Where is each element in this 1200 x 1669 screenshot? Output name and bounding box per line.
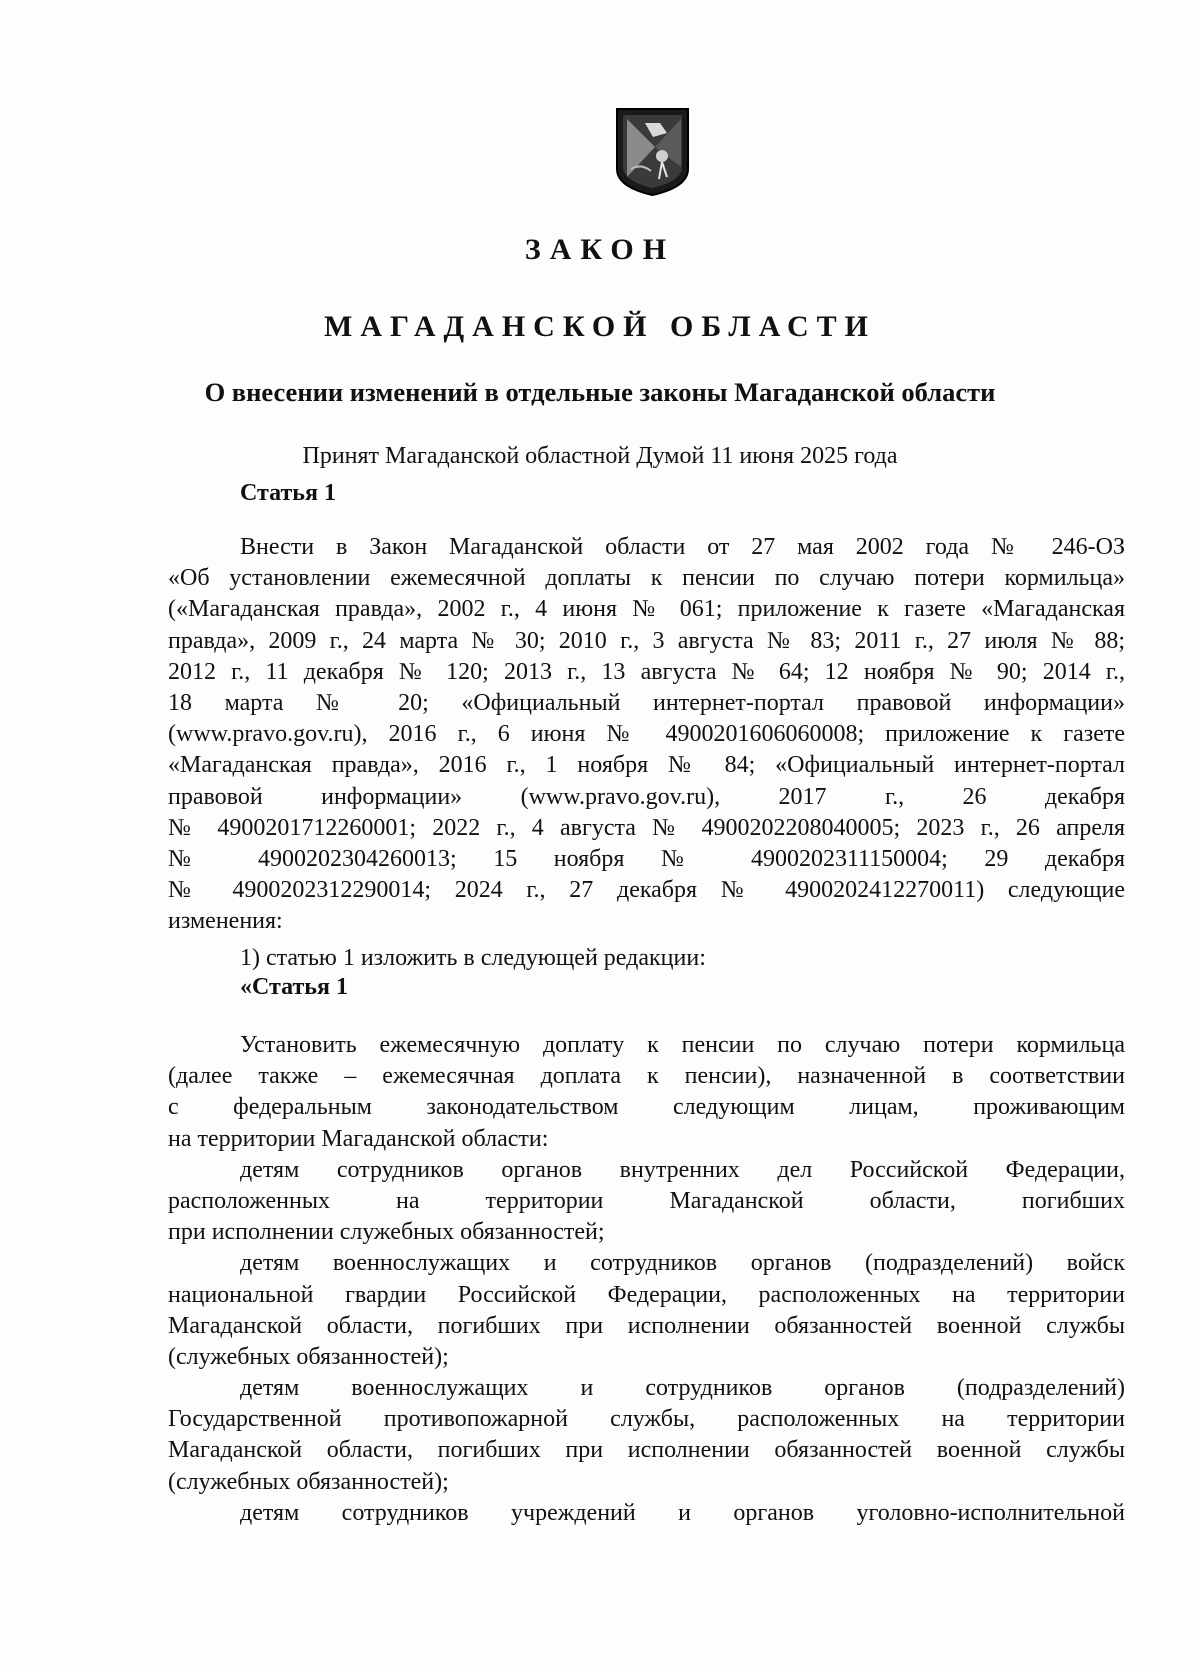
paragraph-line: 2012 г., 11 декабря № 120; 2013 г., 13 августа № 64; 12 ноября № 90; 2014 г., xyxy=(168,658,1125,685)
paragraph-line: (служебных обязанностей); xyxy=(168,1468,449,1495)
paragraph-line: детям сотрудников учреждений и органов уголовно-исполнительной xyxy=(240,1499,1125,1526)
paragraph-line: Установить ежемесячную доплату к пенсии по случаю потери кормильца xyxy=(240,1032,1125,1058)
paragraph-line: с федеральным законодательством следующим лицам, проживающим xyxy=(168,1094,1125,1121)
coat-of-arms-emblem xyxy=(615,107,690,197)
law-title: ЗАКОН xyxy=(524,233,676,266)
paragraph-line: (www.pravo.gov.ru), 2016 г., 6 июня № 4900201606060008; приложение к газете xyxy=(168,721,1125,748)
paragraph-line: изменения: xyxy=(168,908,283,935)
adoption-line: Принят Магаданской областной Думой 11 июня 2025 года xyxy=(302,443,898,469)
paragraph-line: расположенных на территории Магаданской области, погибших xyxy=(168,1187,1125,1214)
paragraph-line: детям военнослужащих и сотрудников органов (подразделений) войск xyxy=(240,1250,1125,1277)
paragraph-line: № 4900202312290014; 2024 г., 27 декабря № 4900202412270011) следующие xyxy=(168,877,1125,904)
paragraph-line: Государственной противопожарной службы, расположенных на территории xyxy=(168,1406,1125,1433)
article-body-paragraph xyxy=(168,1030,1125,1529)
paragraph-line: Магаданской области, погибших при исполнении обязанностей военной службы xyxy=(168,1437,1125,1464)
law-subtitle: О внесении изменений в отдельные законы Магаданской области xyxy=(204,377,996,407)
paragraph-line: (служебных обязанностей); xyxy=(168,1343,449,1370)
article-intro-paragraph xyxy=(168,532,1125,937)
paragraph-line: на территории Магаданской области: xyxy=(168,1125,549,1152)
paragraph-line: национальной гвардии Российской Федерации, расположенных на территории xyxy=(168,1281,1125,1308)
article-heading: Статья 1 xyxy=(240,480,336,506)
paragraph-line: № 4900202304260013; 15 ноября № 4900202311150004; 29 декабря xyxy=(168,845,1125,872)
paragraph-line: детям военнослужащих и сотрудников органов (подразделений) xyxy=(240,1375,1125,1402)
paragraph-line: правда», 2009 г., 24 марта № 30; 2010 г., 3 августа № 83; 2011 г., 27 июля № 88; xyxy=(168,627,1125,654)
paragraph-line: («Магаданская правда», 2002 г., 4 июня № 061; приложение к газете «Магаданская xyxy=(168,596,1125,623)
quoted-article-heading: «Статья 1 xyxy=(240,974,348,1000)
region-title: МАГАДАНСКОЙ ОБЛАСТИ xyxy=(324,310,876,343)
paragraph-line: детям сотрудников органов внутренних дел Российской Федерации, xyxy=(240,1156,1125,1183)
paragraph-line: при исполнении служебных обязанностей; xyxy=(168,1219,605,1246)
amendment-item: 1) статью 1 изложить в следующей редакции: xyxy=(240,945,706,971)
paragraph-line: «Магаданская правда», 2016 г., 1 ноября № 84; «Официальный интернет-портал xyxy=(168,752,1125,779)
paragraph-line: правовой информации» (www.pravo.gov.ru), 2017 г., 26 декабря xyxy=(168,783,1125,810)
paragraph-line: 18 марта № 20; «Официальный интернет-портал правовой информации» xyxy=(168,689,1125,716)
paragraph-line: Магаданской области, погибших при исполнении обязанностей военной службы xyxy=(168,1312,1125,1339)
paragraph-line: «Об установлении ежемесячной доплаты к пенсии по случаю потери кормильца» xyxy=(168,565,1125,592)
paragraph-line: Внести в Закон Магаданской области от 27 мая 2002 года № 246-ОЗ xyxy=(240,534,1125,560)
paragraph-line: № 4900201712260001; 2022 г., 4 августа № 4900202208040005; 2023 г., 26 апреля xyxy=(168,814,1125,841)
paragraph-line: (далее также – ежемесячная доплата к пенсии), назначенной в соответствии xyxy=(168,1063,1125,1090)
